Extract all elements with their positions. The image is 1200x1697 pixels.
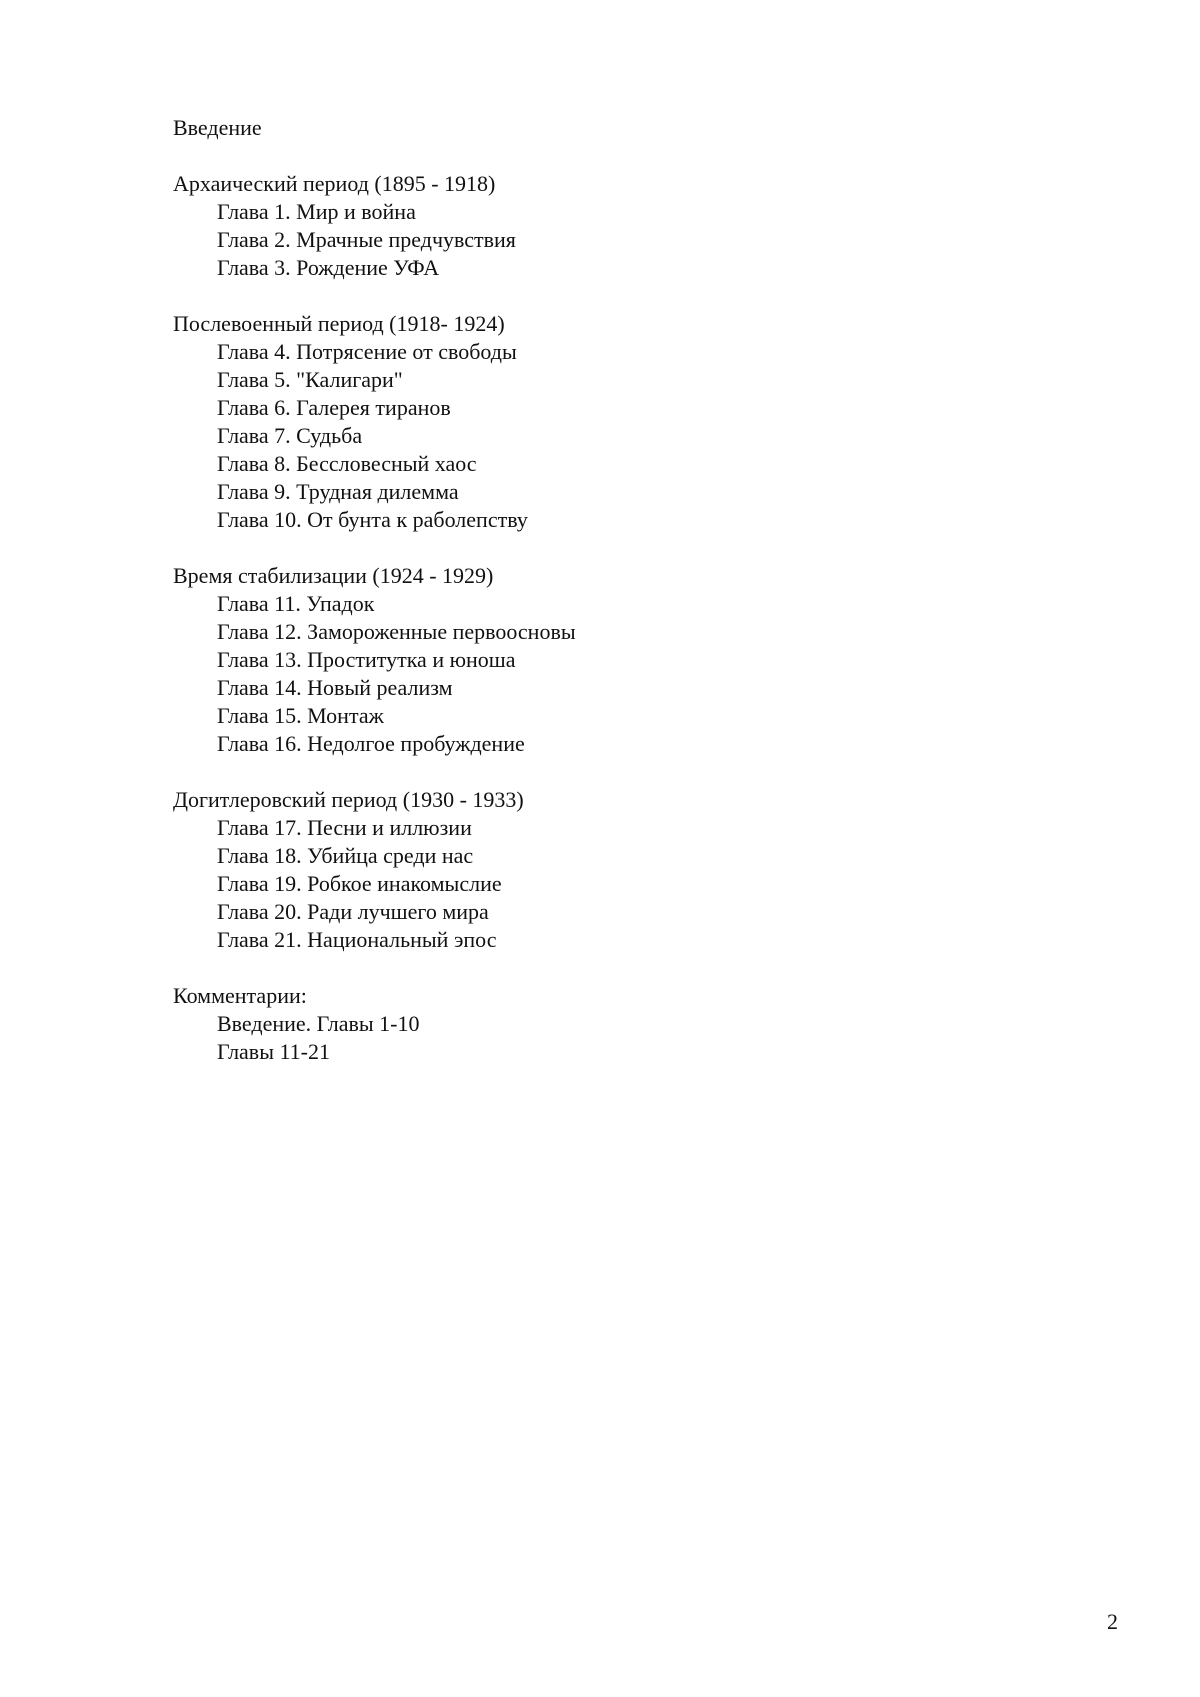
toc-chapter-item: Глава 9. Трудная дилемма <box>217 479 459 504</box>
toc-section-title: Догитлеровский период (1930 - 1933) <box>173 787 524 812</box>
toc-chapter-item: Глава 8. Бессловесный хаос <box>217 451 477 476</box>
toc-spacer <box>173 282 1073 310</box>
toc-section-title: Комментарии: <box>173 983 307 1008</box>
toc-chapter-item: Глава 18. Убийца среди нас <box>217 843 474 868</box>
page-number: 2 <box>1107 1609 1118 1634</box>
toc-chapter-item: Глава 10. От бунта к раболепству <box>217 507 528 532</box>
toc-spacer <box>173 758 1073 786</box>
toc-chapter-item: Глава 19. Робкое инакомыслие <box>217 871 502 896</box>
toc-section <box>173 786 1073 954</box>
toc-chapter-item: Глава 21. Национальный эпос <box>217 927 497 952</box>
toc-chapter-item: Глава 4. Потрясение от свободы <box>217 339 517 364</box>
toc-intro: Введение <box>173 115 262 140</box>
toc-chapter-item: Глава 6. Галерея тиранов <box>217 395 451 420</box>
toc-section <box>173 170 1073 282</box>
toc-chapter-item: Глава 13. Проститутка и юноша <box>217 647 516 672</box>
toc-chapter-item: Глава 2. Мрачные предчувствия <box>217 227 516 252</box>
toc-section <box>173 562 1073 758</box>
toc-chapter-item: Глава 11. Упадок <box>217 591 375 616</box>
toc-section-title: Время стабилизации (1924 - 1929) <box>173 563 494 588</box>
table-of-contents <box>173 114 1073 1066</box>
toc-chapter-item: Введение. Главы 1-10 <box>217 1011 420 1036</box>
toc-section <box>173 982 1073 1066</box>
toc-chapter-item: Главы 11-21 <box>217 1039 330 1064</box>
toc-chapter-item: Глава 7. Судьба <box>217 423 363 448</box>
toc-chapter-item: Глава 20. Ради лучшего мира <box>217 899 489 924</box>
toc-section-title: Архаический период (1895 - 1918) <box>173 171 496 196</box>
toc-chapter-item: Глава 15. Монтаж <box>217 703 384 728</box>
toc-chapter-item: Глава 16. Недолгое пробуждение <box>217 731 525 756</box>
toc-chapter-item: Глава 12. Замороженные первоосновы <box>217 619 576 644</box>
toc-chapter-item: Глава 1. Мир и война <box>217 199 416 224</box>
toc-chapter-item: Глава 14. Новый реализм <box>217 675 453 700</box>
toc-chapter-item: Глава 5. "Калигари" <box>217 367 403 392</box>
toc-section-title: Послевоенный период (1918- 1924) <box>173 311 505 336</box>
toc-chapter-item: Глава 3. Рождение УФА <box>217 255 440 280</box>
toc-spacer <box>173 534 1073 562</box>
toc-chapter-item: Глава 17. Песни и иллюзии <box>217 815 472 840</box>
toc-spacer <box>173 142 1073 170</box>
toc-section <box>173 310 1073 534</box>
toc-spacer <box>173 954 1073 982</box>
